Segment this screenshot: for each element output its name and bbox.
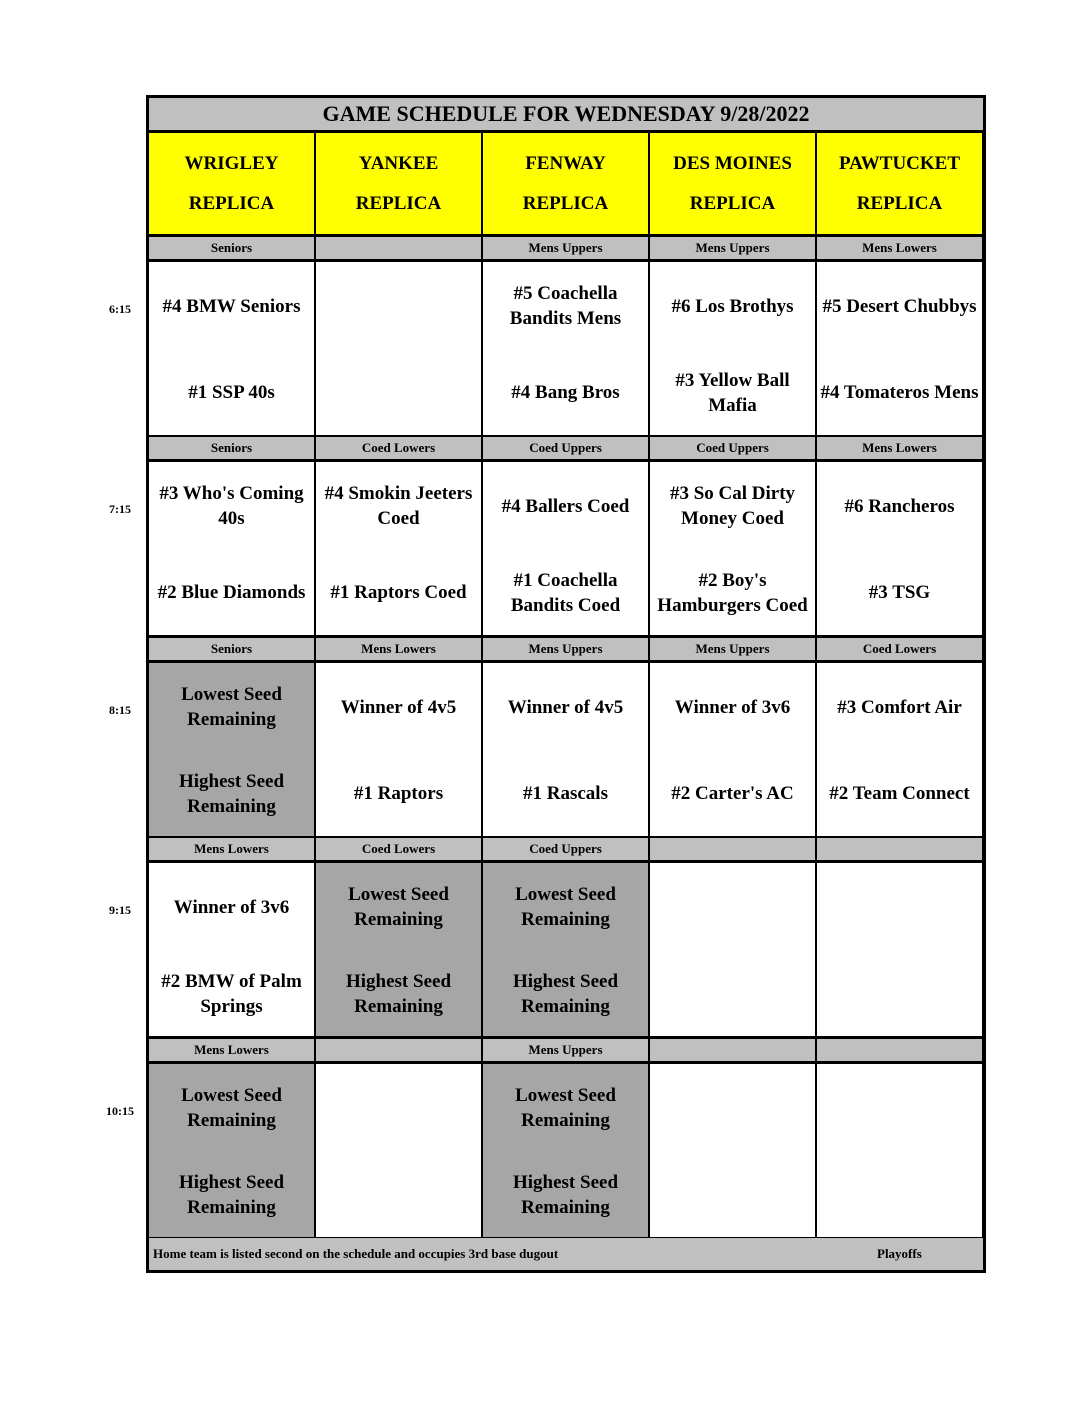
away-team: #4 BMW Seniors (162, 295, 301, 317)
division-label: Mens Uppers (650, 237, 815, 259)
game-cell (650, 663, 815, 836)
division-label (817, 838, 982, 860)
footer-note: Home team is listed second on the schedule and occupies 3rd base dugout (153, 1246, 559, 1261)
away-team: #6 Rancheros (844, 495, 955, 517)
away-team (650, 1064, 815, 1152)
division-label: Coed Lowers (316, 838, 481, 860)
venue-header (650, 133, 815, 234)
venue-header (817, 133, 982, 234)
home-team: Highest Seed Remaining (345, 970, 452, 1017)
home-team: #2 Blue Diamonds (157, 582, 306, 603)
venue-name: YANKEE (358, 152, 439, 174)
home-team (817, 951, 982, 1036)
division-label: Coed Uppers (650, 437, 815, 459)
away-team: #4 Smokin Jeeters Coed (324, 483, 473, 529)
away-team: Lowest Seed Remaining (181, 684, 282, 730)
home-team (316, 1152, 481, 1237)
away-team: #6 Los Brothys (671, 295, 794, 317)
division-label: Mens Lowers (817, 437, 982, 459)
home-team: #1 Raptors Coed (330, 582, 467, 603)
game-cell (817, 262, 982, 435)
time-label: 9:15 (109, 903, 131, 917)
home-team: #3 TSG (868, 582, 931, 603)
home-team: #1 Rascals (523, 783, 608, 804)
division-label: Seniors (149, 437, 314, 459)
away-team: #5 Coachella Bandits Mens (509, 283, 622, 329)
time-label: 10:15 (106, 1104, 134, 1118)
game-cell (149, 462, 314, 635)
game-cell (483, 1064, 648, 1237)
home-team: #1 SSP 40s (188, 382, 275, 403)
division-label: Mens Uppers (483, 237, 648, 259)
game-cell (149, 1064, 314, 1237)
schedule-title: GAME SCHEDULE FOR WEDNESDAY 9/28/2022 (149, 98, 983, 130)
home-team: Highest Seed Remaining (178, 770, 285, 817)
game-cell (316, 262, 481, 435)
venue-subtitle: REPLICA (188, 192, 275, 214)
game-cell (316, 863, 481, 1036)
game-cell (817, 663, 982, 836)
schedule-table (146, 95, 986, 1273)
division-label: Coed Uppers (483, 437, 648, 459)
division-label: Mens Uppers (483, 638, 648, 660)
away-team: Winner of 3v6 (674, 696, 791, 718)
game-cell (316, 1064, 481, 1237)
venue-header (483, 133, 648, 234)
away-team (817, 863, 982, 951)
away-team: Winner of 4v5 (507, 696, 624, 718)
home-team: #1 Coachella Bandits Coed (510, 569, 621, 616)
time-label: 8:15 (109, 703, 131, 717)
game-cell (483, 663, 648, 836)
home-team (817, 1152, 982, 1237)
division-label: Coed Lowers (316, 437, 481, 459)
away-team: #3 Comfort Air (837, 696, 962, 718)
home-team: #2 BMW of Palm Springs (161, 970, 302, 1017)
game-cell (817, 863, 982, 1036)
away-team (817, 1064, 982, 1152)
game-cell (650, 262, 815, 435)
home-team: Highest Seed Remaining (512, 1171, 619, 1218)
away-team: #5 Desert Chubbys (822, 295, 977, 317)
home-team (316, 350, 481, 435)
venue-name: PAWTUCKET (838, 152, 961, 174)
venue-subtitle: REPLICA (522, 192, 609, 214)
game-cell (650, 863, 815, 1036)
away-team (316, 1064, 481, 1152)
away-team: Lowest Seed Remaining (515, 1085, 616, 1131)
game-cell (149, 863, 314, 1036)
home-team: #2 Boy's Hamburgers Coed (657, 569, 808, 616)
venue-subtitle: REPLICA (689, 192, 776, 214)
division-label: Coed Uppers (483, 838, 648, 860)
division-label (316, 1039, 481, 1061)
away-team: Lowest Seed Remaining (348, 884, 449, 930)
division-label: Mens Lowers (316, 638, 481, 660)
away-team: #4 Ballers Coed (501, 495, 630, 517)
venue-name: FENWAY (525, 152, 606, 174)
game-cell (316, 663, 481, 836)
division-label (316, 237, 481, 259)
away-team: Winner of 4v5 (340, 696, 457, 718)
time-label: 7:15 (109, 502, 131, 516)
home-team: #4 Tomateros Mens (820, 382, 979, 403)
away-team: #3 Who's Coming 40s (159, 483, 304, 529)
home-team: Highest Seed Remaining (178, 1171, 285, 1218)
away-team: Winner of 3v6 (173, 896, 290, 918)
home-team (650, 951, 815, 1036)
division-label (817, 1039, 982, 1061)
division-label: Mens Uppers (650, 638, 815, 660)
division-label: Mens Lowers (817, 237, 982, 259)
division-label (650, 838, 815, 860)
away-team: Lowest Seed Remaining (181, 1085, 282, 1131)
game-cell (149, 262, 314, 435)
home-team: #2 Team Connect (829, 783, 970, 804)
game-cell (817, 1064, 982, 1237)
home-team: #1 Raptors (353, 783, 444, 804)
division-label: Seniors (149, 237, 314, 259)
home-team: #3 Yellow Ball Mafia (675, 369, 790, 416)
time-label: 6:15 (109, 302, 131, 316)
venue-name: DES MOINES (673, 152, 792, 174)
game-cell (650, 462, 815, 635)
venue-header (149, 133, 314, 234)
home-team: Highest Seed Remaining (512, 970, 619, 1017)
game-cell (650, 1064, 815, 1237)
division-label: Mens Uppers (483, 1039, 648, 1061)
game-cell (483, 262, 648, 435)
footer-label: Playoffs (877, 1246, 922, 1261)
home-team: #2 Carter's AC (671, 783, 794, 804)
division-label: Mens Lowers (149, 1039, 314, 1061)
home-team (650, 1152, 815, 1237)
footer-bar (149, 1238, 983, 1270)
game-cell (817, 462, 982, 635)
venue-subtitle: REPLICA (355, 192, 442, 214)
game-cell (149, 663, 314, 836)
game-cell (483, 462, 648, 635)
division-label: Seniors (149, 638, 314, 660)
game-cell (483, 863, 648, 1036)
venue-name: WRIGLEY (184, 152, 279, 174)
division-label (650, 1039, 815, 1061)
away-team (650, 863, 815, 951)
away-team (316, 262, 481, 350)
home-team: #4 Bang Bros (511, 382, 620, 403)
away-team: #3 So Cal Dirty Money Coed (669, 483, 796, 529)
venue-subtitle: REPLICA (856, 192, 943, 214)
division-label: Coed Lowers (817, 638, 982, 660)
division-label: Mens Lowers (149, 838, 314, 860)
away-team: Lowest Seed Remaining (515, 884, 616, 930)
venue-header (316, 133, 481, 234)
game-cell (316, 462, 481, 635)
